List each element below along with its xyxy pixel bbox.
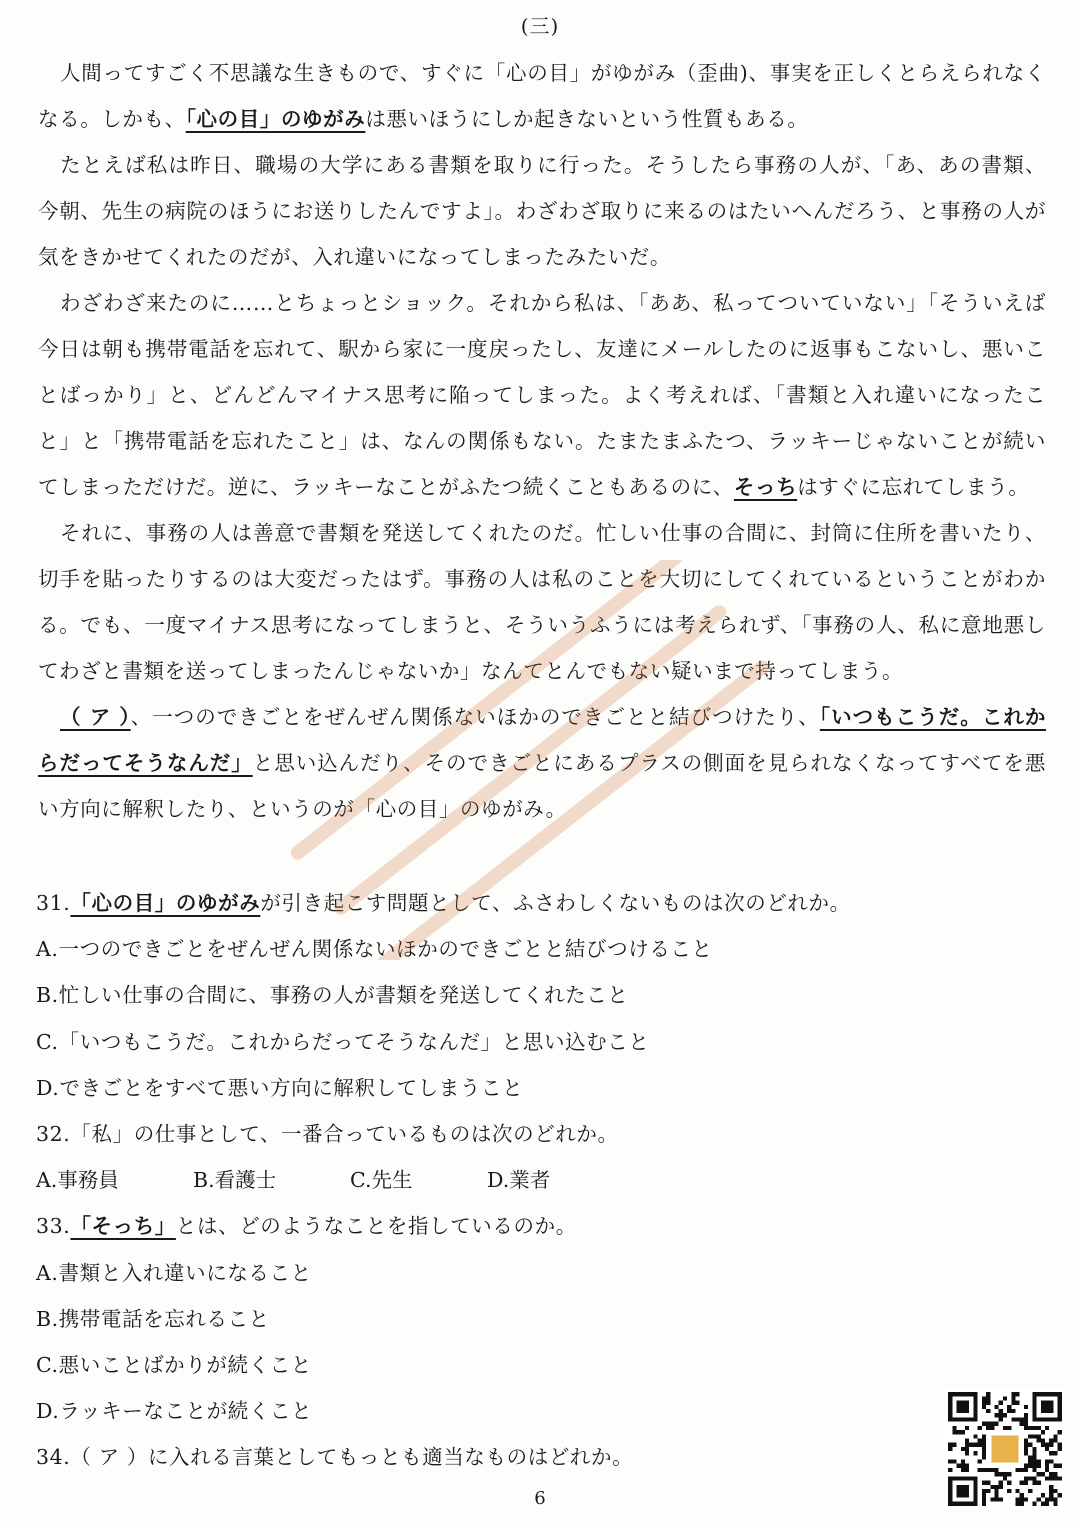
passage-paragraph-4: それに、事務の人は善意で書類を発送してくれたのだ。忙しい仕事の合間に、封筒に住所を書いたり、切手を貼ったりするのは大変だったはず。事務の人は私のことを大切にしてくれているということがわかる。でも、一度マイナス思考になってしまうと、そういうふうには考えられず、「事務の人、私に意地悪してわざと書類を送ってしまったんじゃないか」なんてとんでもない疑いまで持ってしまう。 bbox=[38, 521, 1046, 683]
p5-blank-a: （ ア ） bbox=[60, 705, 131, 729]
p1-text-a: 人間ってすごく不思議な生きもので、すぐに「心の目」がゆがみ（歪曲)、事実を正しくとらえられなくなる。しかも、 bbox=[38, 61, 1046, 131]
p3-text-b: はすぐに忘れてしまう。 bbox=[797, 475, 1030, 499]
p1-underlined-phrase: 「心の目」のゆがみ bbox=[185, 107, 366, 131]
reading-passage bbox=[38, 50, 1046, 832]
passage-paragraph-1 bbox=[38, 50, 1046, 142]
q32-option-a: A.事務員 bbox=[36, 1168, 119, 1193]
p5-underlined-quote: 「いつもこうだ。これからだってそうなんだ」 bbox=[38, 705, 1046, 775]
p3-underlined-word: そっち bbox=[733, 475, 798, 499]
question-31 bbox=[36, 880, 916, 926]
question-list bbox=[36, 880, 916, 1481]
q33-option-d: D.ラッキーなことが続くこと bbox=[36, 1399, 313, 1424]
passage-paragraph-3 bbox=[38, 280, 1046, 510]
passage-paragraph-2: たとえば私は昨日、職場の大学にある書類を取りに行った。そうしたら事務の人が、「あ、あの書類、 今朝、先生の病院のほうにお送りしたんですよ」。わざわざ取りに来るのはたいへんだろう、と事務の人が気をきかせてくれたのだが、入れ違いになってしまったみたいだ。 bbox=[38, 153, 1046, 269]
question-32: 32.「私」の仕事として、一番合っているものは次のどれか。 bbox=[36, 1122, 619, 1147]
q31-option-c: C.「いつもこうだ。これからだってそうなんだ」と思い込むこと bbox=[36, 1029, 650, 1054]
p1-text-b: は悪いほうにしか起きないという性質もある。 bbox=[365, 107, 809, 131]
q32-option-c: C.先生 bbox=[350, 1168, 413, 1193]
q33-number: 33. bbox=[36, 1214, 71, 1239]
p3-text-a: わざわざ来たのに……とちょっとショック。それから私は、「ああ、私ってついていない」「そういえば今日は朝も携帯電話を忘れて、駅から家に一度戻ったし、友達にメールしたのに返事もこないし、悪いことばっかり」と、どんどんマイナス思考に陥ってしまった。よく考えれば、「書類と入れ違いになったこと」と「携帯電話を忘れたこと」は、なんの関係もない。たまたまふたつ、ラッキーじゃないことが続いてしまっただけだ。逆に、ラッキーなことがふたつ続くこともあるのに、 bbox=[38, 291, 1046, 499]
passage-paragraph-5 bbox=[38, 694, 1046, 832]
q33-text: とは、どのようなことを指しているのか。 bbox=[175, 1214, 577, 1239]
p5-text-a: 、一つのできごとをぜんぜん関係ないほかのできごとと結びつけたり、 bbox=[130, 705, 820, 729]
q31-underlined-phrase: 「心の目」のゆがみ bbox=[70, 891, 261, 915]
q31-text: が引き起こす問題として、ふさわしくないものは次のどれか。 bbox=[260, 891, 851, 915]
q31-option-b: B.忙しい仕事の合間に、事務の人が書類を発送してくれたこと bbox=[36, 983, 629, 1008]
section-title: (三) bbox=[520, 14, 560, 38]
question-34: 34.（ ア ）に入れる言葉としてもっとも適当なものはどれか。 bbox=[36, 1445, 634, 1470]
q33-underlined-word: 「そっち」 bbox=[70, 1214, 176, 1239]
q33-option-c: C.悪いことばかりが続くこと bbox=[36, 1353, 312, 1378]
q33-option-b: B.携帯電話を忘れること bbox=[36, 1306, 270, 1331]
page-number: 6 bbox=[534, 1488, 546, 1509]
q31-number: 31. bbox=[36, 891, 71, 915]
q32-option-b: B.看護士 bbox=[193, 1168, 277, 1193]
q33-option-a: A.書類と入れ違いになること bbox=[36, 1260, 312, 1285]
q32-options-row bbox=[36, 1157, 916, 1203]
question-33 bbox=[36, 1203, 916, 1249]
q32-option-d: D.業者 bbox=[487, 1168, 551, 1193]
q31-option-d: D.できごとをすべて悪い方向に解釈してしまうこと bbox=[36, 1075, 524, 1100]
q31-option-a: A.一つのできごとをぜんぜん関係ないほかのできごとと結びつけること bbox=[36, 937, 713, 962]
p5-text-b: と思い込んだり、そのできごとにあるプラスの側面を見られなくなってすべてを悪い方向に解釈したり、というのが「心の目」のゆがみ。 bbox=[38, 751, 1046, 821]
